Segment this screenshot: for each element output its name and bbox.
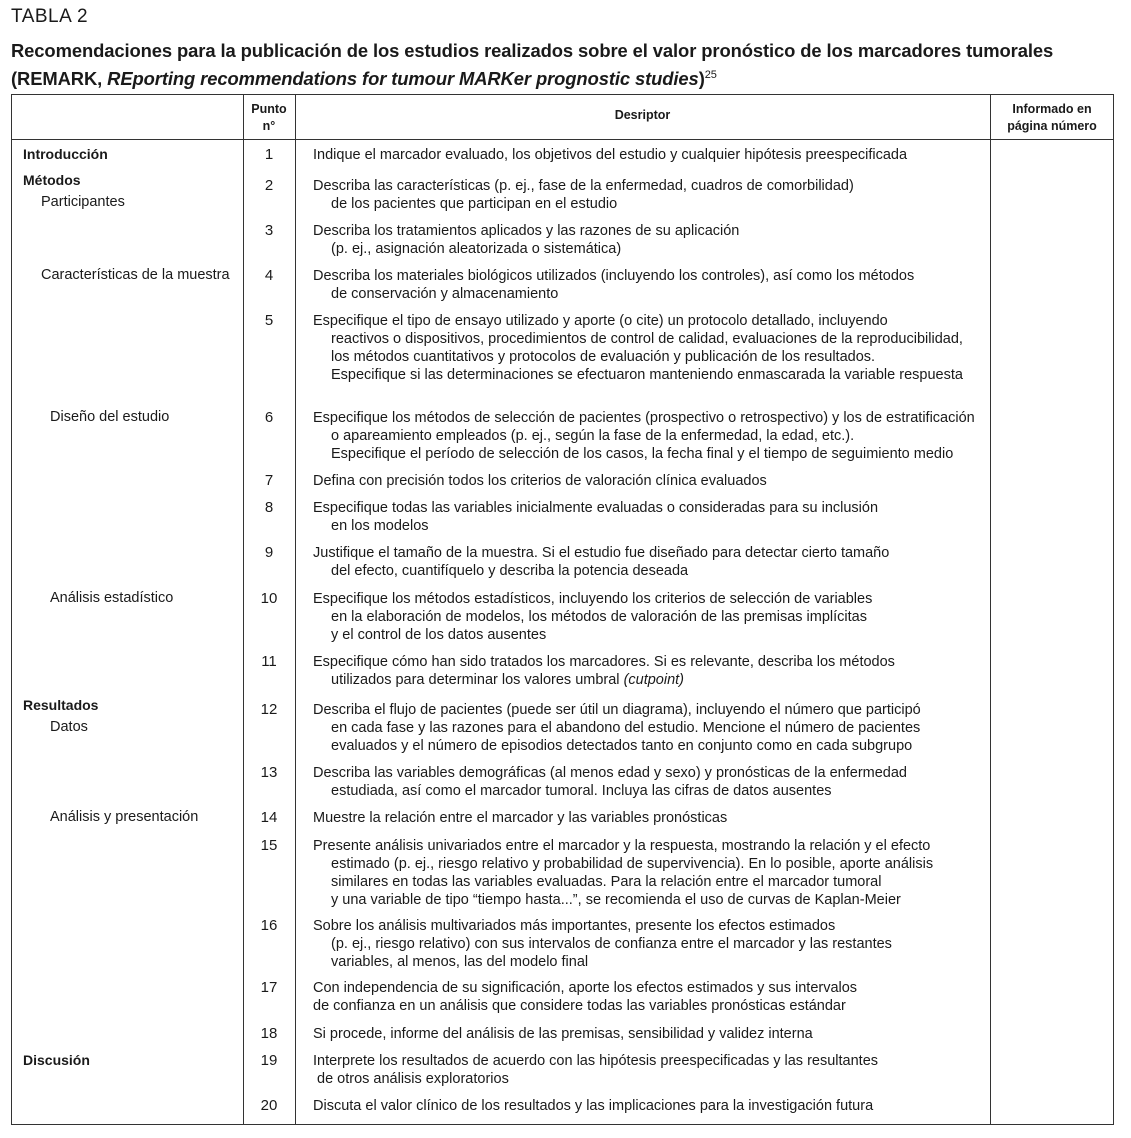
section-metodos: Métodos	[23, 172, 81, 188]
section-discusion: Discusión	[23, 1052, 90, 1068]
subsection-analisis-presentacion: Análisis y presentación	[50, 809, 199, 825]
title-line-1: Recomendaciones para la publicación de los estudios realizados sobre el valor pronóstico de los marcadores tumorales	[11, 40, 1054, 61]
item-number: 4	[264, 267, 274, 284]
section-introduccion: Introducción	[23, 146, 108, 162]
item-number: 17	[260, 979, 278, 996]
item-descriptor: Describa los tratamientos aplicados y las razones de su aplicación (p. ej., asignación aleatorizada o sistemática)	[313, 223, 740, 257]
item-number: 9	[264, 544, 274, 561]
item-descriptor: Describa el flujo de pacientes (puede ser útil un diagrama), incluyendo el número que participó en cada fase y las razones para el abandono del estudio. Mencione el número de pacientes evaluados y el número de episodios detectados tanto en conjunto como en cada subgrupo	[313, 702, 921, 754]
table-label: TABLA 2	[11, 6, 89, 27]
header-divider	[12, 139, 1113, 140]
item-number: 11	[261, 653, 277, 670]
item-number: 15	[260, 837, 278, 854]
item-number: 6	[264, 409, 274, 426]
item-descriptor: Especifique todas las variables inicialmente evaluadas o consideradas para su inclusión en los modelos	[313, 500, 879, 534]
item-number: 18	[260, 1025, 278, 1042]
recommendations-table	[11, 94, 1114, 1125]
item-number: 5	[264, 312, 274, 329]
item-descriptor: Especifique cómo han sido tratados los marcadores. Si es relevante, describa los métodos utilizados para determinar los valores umbral (cutpoint)	[313, 654, 895, 688]
header-informado: Informado en página número	[1007, 102, 1097, 133]
item-number: 2	[264, 177, 274, 194]
item-number: 7	[264, 472, 274, 489]
item-number: 1	[264, 146, 274, 163]
item-number: 19	[260, 1052, 278, 1069]
table-title	[11, 39, 1121, 91]
item-descriptor: Indique el marcador evaluado, los objetivos del estudio y cualquier hipótesis preespecificada	[313, 147, 908, 163]
subsection-diseno: Diseño del estudio	[50, 409, 170, 425]
subsection-analisis-estadistico: Análisis estadístico	[50, 590, 174, 606]
item-number: 12	[260, 701, 278, 718]
item-descriptor: Justifique el tamaño de la muestra. Si el estudio fue diseñado para detectar cierto tamaño del efecto, cuantifíquelo y describa la potencia deseada	[313, 545, 890, 579]
item-number: 13	[260, 764, 278, 781]
column-divider	[990, 95, 991, 1124]
item-descriptor: Especifique el tipo de ensayo utilizado y aporte (o cite) un protocolo detallado, incluyendo reactivos o dispositivos, procedimientos de control de calidad, evaluaciones de la reproducibilidad, los métodos cuantitativos y protocolos de evaluación y publicación de los resultados. Especifique si las determinaciones se efectuaron manteniendo enmascarada la variable respuesta	[313, 313, 963, 383]
item-descriptor: Especifique los métodos de selección de pacientes (prospectivo o retrospectivo) y los de estratificación o apareamiento empleados (p. ej., según la fase de la enfermedad, la edad, etc.). Especifique el período de selección de los casos, la fecha final y el tiempo de seguimiento medio	[313, 410, 975, 462]
item-number: 10	[260, 590, 278, 607]
item-descriptor: Con independencia de su significación, aporte los efectos estimados y sus intervalos de confianza en un análisis que considere todas las variables pronósticas estándar	[313, 980, 858, 1014]
item-descriptor: Si procede, informe del análisis de las premisas, sensibilidad y validez interna	[313, 1026, 813, 1042]
item-descriptor: Muestre la relación entre el marcador y las variables pronósticas	[313, 810, 728, 826]
item-descriptor: Describa las características (p. ej., fase de la enfermedad, cuadros de comorbilidad) de los pacientes que participan en el estudio	[313, 178, 854, 212]
subsection-participantes: Participantes	[41, 194, 125, 210]
subsection-datos: Datos	[50, 719, 88, 735]
header-punto: Punto n°	[251, 102, 287, 133]
column-divider	[295, 95, 296, 1124]
item-number: 3	[264, 222, 274, 239]
title-line-2: (REMARK, REporting recommendations for tumour MARKer prognostic studies)$^{25}$	[11, 68, 717, 89]
item-descriptor: Describa los materiales biológicos utilizados (incluyendo los controles), así como los métodos de conservación y almacenamiento	[313, 268, 915, 302]
column-divider	[243, 95, 244, 1124]
item-number: 20	[260, 1097, 278, 1114]
section-resultados: Resultados	[23, 697, 99, 713]
title-reference: 25	[704, 69, 717, 81]
item-descriptor: Sobre los análisis multivariados más importantes, presente los efectos estimados (p. ej., riesgo relativo) con sus intervalos de confianza entre el marcador y las restantes variables, al menos, las del modelo final	[313, 918, 892, 970]
subsection-caracteristicas: Características de la muestra	[41, 267, 230, 283]
item-descriptor: Describa las variables demográficas (al menos edad y sexo) y pronósticas de la enfermedad estudiada, así como el marcador tumoral. Incluya las cifras de datos ausentes	[313, 765, 907, 799]
item-number: 14	[260, 809, 278, 826]
item-number: 16	[260, 917, 278, 934]
item-descriptor: Presente análisis univariados entre el marcador y la respuesta, mostrando la relación y el efecto estimado (p. ej., riesgo relativo y probabilidad de supervivencia). En lo posible, aporte análisis similares en todas las variables evaluadas. Para la relación entre el marcador tumoral y una variable de tipo “tiempo hasta...”, se recomienda el uso de curvas de Kaplan-Meier	[313, 838, 934, 908]
item-descriptor: Discuta el valor clínico de los resultados y las implicaciones para la investigación futura	[313, 1098, 874, 1114]
item-descriptor: Interprete los resultados de acuerdo con las hipótesis preespecificadas y las resultantes de otros análisis exploratorios	[313, 1053, 879, 1087]
item-number: 8	[264, 499, 274, 516]
item-descriptor: Defina con precisión todos los criterios de valoración clínica evaluados	[313, 473, 767, 489]
item-descriptor: Especifique los métodos estadísticos, incluyendo los criterios de selección de variables en la elaboración de modelos, los métodos de valoración de las premisas implícitas y el control de los datos ausentes	[313, 591, 873, 643]
header-descriptor: Desriptor	[614, 108, 671, 122]
